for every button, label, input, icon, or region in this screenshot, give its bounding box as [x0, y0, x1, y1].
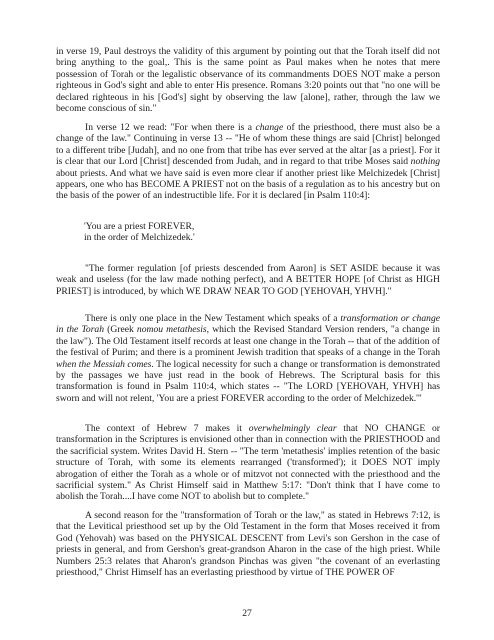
paragraph-text: (Greek: [104, 324, 137, 336]
paragraph-text: In verse 12 we read: "For when there is a: [85, 122, 256, 133]
emphasis-text: change: [255, 122, 284, 133]
emphasis-text: nothing: [410, 156, 440, 168]
paragraph-text: There is only one place in the New Testament which speaks of a: [85, 313, 341, 324]
paragraph-text: about priests. And what we have said is even more clear if another priest like Melchizedek [Christ] appears, one who has BECOME A PRIEST not on the basis of a regulation as to his ancestry but on the basis of the power of an indestructible life. For it is declared [in Psalm 110:4]:: [56, 167, 440, 202]
emphasis-text: when the Messiah comes: [56, 358, 152, 370]
paragraph-text: of the priesthood, there must also be a change of the law." Continuing in verse 13 -- "He of whom these things are said [Christ] belonged to a different tribe [Judah], and no one from that tribe has ever served at the altar [as a priest]. For it is clear that our Lord [Christ] descended from Judah, and in regard to that tribe Moses said: [56, 122, 440, 168]
paragraph-former-regulation: [56, 263, 440, 297]
paragraph-text: The context of Hebrew 7 makes it: [85, 423, 249, 434]
emphasis-text: nomou metathesis: [136, 324, 207, 336]
paragraph-text: A second reason for the "transformation of Torah or the law," as stated in Hebrews 7:12, is that the Levitical priesthood set up by the Old Testament in the form that Moses received it from God (Yehovah) was based on the PHYSICAL DESCENT from Levi's son Gershon in the case of priests in general, and from Gershon's great-grandson Aharon in the case of the high priest. While Numbers 25:3 relates that Aharon's grandson Pinchas was given "the covenant of an everlasting priesthood," Christ Himself has an everlasting priesthood by virtue of THE POWER OF: [56, 510, 440, 579]
psalm-quote: [56, 221, 440, 244]
page-number: 27: [242, 608, 252, 619]
paragraph-text: in verse 19, Paul destroys the validity of this argument by pointing out that the Torah itself did not bring anything to the goal,. This is the same point as Paul makes when he notes that mere possession of Torah or the legalistic observance of its commandments DOES NOT make a person righteous in God's sight and able to enter His presence. Romans 3:20 points out that "no one will be declared righteous in his [God's] sight by observing the law [alone], rather, through the law we become conscious of sin.": [56, 46, 440, 115]
emphasis-text: transformation or change in the Torah: [56, 313, 440, 336]
paragraph-text: that NO CHANGE or transformation in the Scriptures is envisioned other than in connection with the PRIESTHOOD and the sacrificial system. Writes David H. Stern -- "The term 'metathesis' implies retention of the basic structure of Torah, with some its elements rearranged ('transformed'); it DOES NOT imply abrogation of either the Torah as a whole or of mitzvot not connected with the priesthood and the sacrificial system." As Christ Himself said in Matthew 5:17: "Don't think that I have come to abolish the Torah....I have come NOT to abolish but to complete.": [56, 423, 440, 503]
paragraph-text: , which the Revised Standard Version renders, "a change in the law"). The Old Testament itself records at least one change in the Torah -- that of the addition of the festival of Purim; and there is a prominent Jewish tradition that speaks of a change in the Torah: [56, 324, 440, 359]
quote-line-1: 'You are a priest FOREVER,: [84, 221, 195, 232]
paragraph-continuation: [56, 46, 440, 114]
paragraph-second-reason: [56, 510, 440, 578]
paragraph-verse-12: [56, 122, 440, 202]
paragraph-text: "The former regulation [of priests descended from Aaron] is SET ASIDE because it was weak and useless (for the law made nothing perfect), and A BETTER HOPE [of Christ as HIGH PRIEST] is introduced, by which WE DRAW NEAR TO GOD [YEHOVAH, YHVH].": [56, 263, 440, 297]
paragraph-hebrew-7-context: [56, 423, 440, 503]
paragraph-transformation: [56, 313, 440, 404]
paragraph-text: . The logical necessity for such a change or transformation is demonstrated by the passages we have just read in the book of Hebrews. The Scriptural basis for this transformation is found in Psalm 110:4, which states -- "The LORD [YEHOVAH, YHVH] has sworn and will not relent, 'You are a priest FOREVER according to the order of Melchizedek.'": [56, 358, 440, 404]
emphasis-text: overwhelmingly clear: [248, 423, 337, 434]
quote-line-2: in the order of Melchizedek.': [84, 232, 195, 244]
